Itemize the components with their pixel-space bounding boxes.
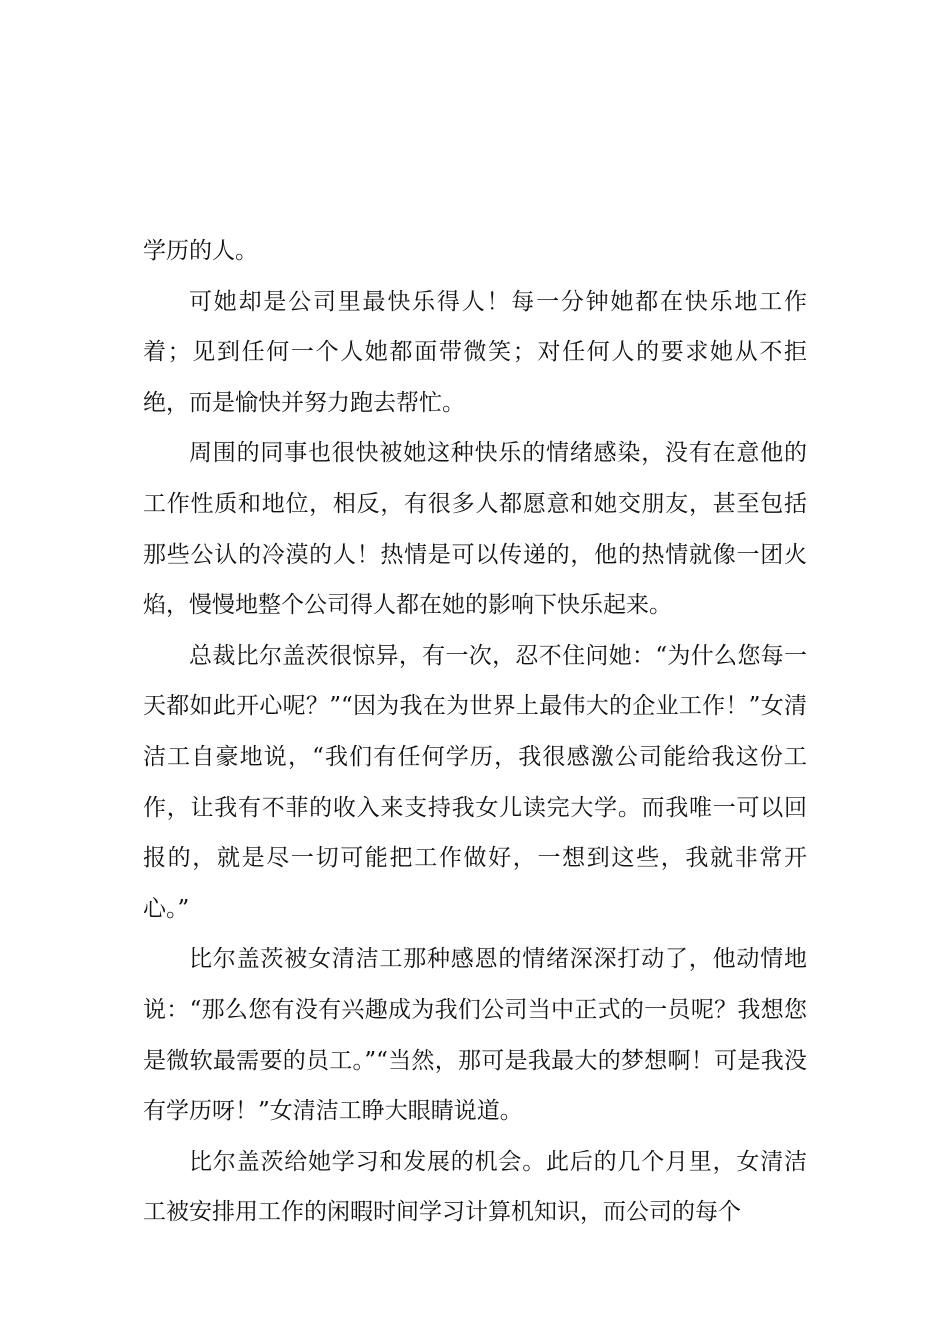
paragraph-continuation: 学历的人。 [143, 238, 258, 264]
paragraph: 可她却是公司里最快乐得人！每一分钟她都在快乐地工作着；见到任何一个人她都面带微笑；对任何人的要求她从不拒绝，而是愉快并努力跑去帮忙。 [143, 288, 807, 416]
document-body [143, 226, 807, 1238]
paragraph: 比尔盖茨被女清洁工那种感恩的情绪深深打动了，他动情地说：“那么您有没有兴趣成为我们公司当中正式的一员呢？我想您是微软最需要的员工。”“当然，那可是我最大的梦想啊！可是我没有学历呀！”女清洁工睁大眼睛说道。 [143, 946, 807, 1125]
paragraph: 周围的同事也很快被她这种快乐的情绪感染，没有在意他的工作性质和地位，相反，有很多人都愿意和她交朋友，甚至包括那些公认的冷漠的人！热情是可以传递的，他的热情就像一团火焰，慢慢地整个公司得人都在她的影响下快乐起来。 [143, 440, 807, 619]
paragraph: 总裁比尔盖茨很惊异，有一次，忍不住问她：“为什么您每一天都如此开心呢？”“因为我在为世界上最伟大的企业工作！”女清洁工自豪地说，“我们有任何学历，我很感激公司能给我这份工作，让我有不菲的收入来支持我女儿读完大学。而我唯一可以回报的，就是尽一切可能把工作做好，一想到这些，我就非常开心。” [143, 642, 807, 922]
paragraph: 比尔盖茨给她学习和发展的机会。此后的几个月里，女清洁工被安排用工作的闲暇时间学习计算机知识，而公司的每个 [143, 1148, 807, 1226]
